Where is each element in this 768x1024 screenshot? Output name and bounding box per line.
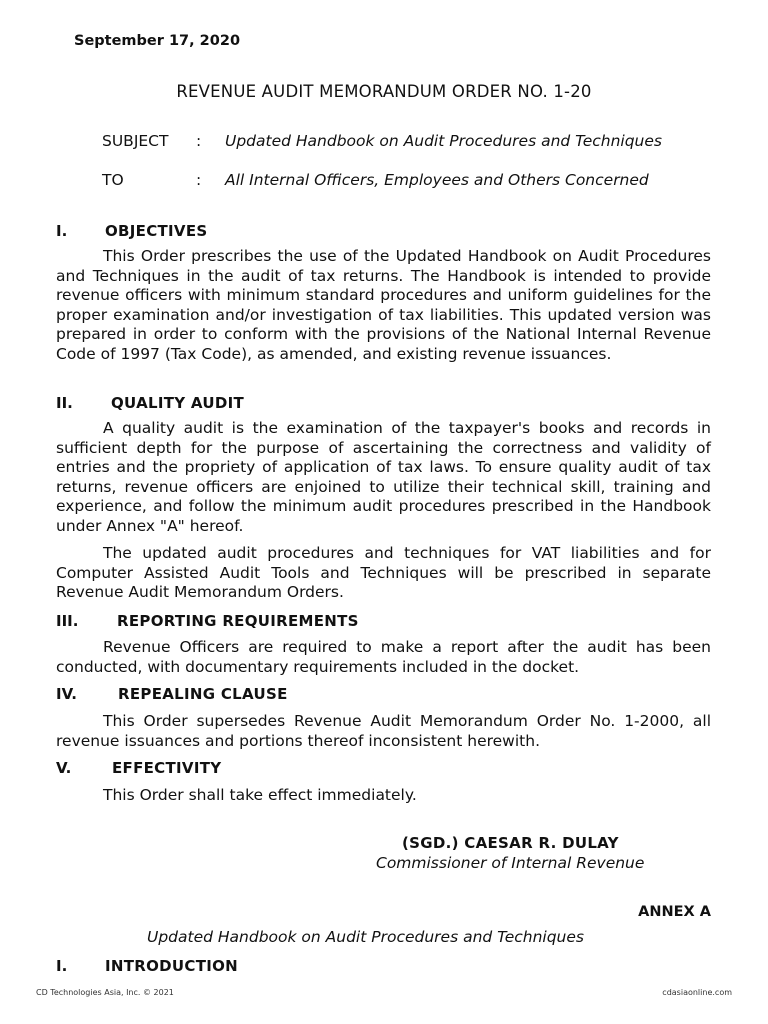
section-2-number: II. — [56, 394, 73, 412]
section-2-title: QUALITY AUDIT — [111, 394, 245, 412]
section-4-title: REPEALING CLAUSE — [118, 685, 288, 703]
section-3-title: REPORTING REQUIREMENTS — [117, 612, 359, 630]
section-4-paragraph-1: This Order supersedes Revenue Audit Memorandum Order No. 1-2000, all revenue issuances and portions thereof inconsistent herewith. — [56, 712, 711, 750]
document-date: September 17, 2020 — [74, 33, 241, 49]
subject-colon: : — [196, 132, 202, 150]
to-colon: : — [196, 171, 202, 189]
signature-title: Commissioner of Internal Revenue — [376, 854, 645, 872]
annex-section-1-number: I. — [56, 957, 68, 975]
section-5-title: EFFECTIVITY — [112, 759, 222, 777]
section-5-paragraph-1: This Order shall take effect immediately. — [103, 786, 417, 804]
signature-name: (SGD.) CAESAR R. DULAY — [402, 834, 619, 852]
subject-label: SUBJECT — [102, 132, 169, 150]
section-5-number: V. — [56, 759, 72, 777]
subject-value: Updated Handbook on Audit Procedures and Techniques — [225, 132, 662, 150]
section-1-title: OBJECTIVES — [105, 222, 208, 240]
to-value: All Internal Officers, Employees and Others Concerned — [225, 171, 649, 189]
section-4-number: IV. — [56, 685, 77, 703]
section-2-paragraph-2: The updated audit procedures and techniques for VAT liabilities and for Computer Assisted Audit Tools and Techniques will be prescribed in separate Revenue Audit Memorandum Orders. — [56, 544, 711, 602]
section-3-number: III. — [56, 612, 79, 630]
annex-label: ANNEX A — [638, 904, 711, 920]
to-label: TO — [102, 171, 124, 189]
document-title: REVENUE AUDIT MEMORANDUM ORDER NO. 1-20 — [176, 82, 592, 101]
section-2-paragraph-1: A quality audit is the examination of the taxpayer's books and records in sufficient depth for the purpose of ascertaining the correctness and validity of entries and the propriety of application of tax laws. To ensure quality audit of tax returns, revenue officers are enjoined to utilize their technical skill, training and experience, and follow the minimum audit procedures prescribed in the Handbook under Annex "A" hereof. — [56, 419, 711, 535]
footer-website: cdasiaonline.com — [662, 988, 732, 997]
annex-title: Updated Handbook on Audit Procedures and Techniques — [147, 928, 584, 946]
section-1-number: I. — [56, 222, 68, 240]
section-3-paragraph-1: Revenue Officers are required to make a report after the audit has been conducted, with documentary requirements included in the docket. — [56, 638, 711, 676]
annex-section-1-title: INTRODUCTION — [105, 957, 239, 975]
section-1-paragraph-1: This Order prescribes the use of the Updated Handbook on Audit Procedures and Techniques in the audit of tax returns. The Handbook is intended to provide revenue officers with minimum standard procedures and uniform guidelines for the proper examination and/or investigation of tax liabilities. This updated version was prepared in order to conform with the provisions of the National Internal Revenue Code of 1997 (Tax Code), as amended, and existing revenue issuances. — [56, 247, 711, 363]
footer-copyright: CD Technologies Asia, Inc. © 2021 — [36, 988, 174, 997]
